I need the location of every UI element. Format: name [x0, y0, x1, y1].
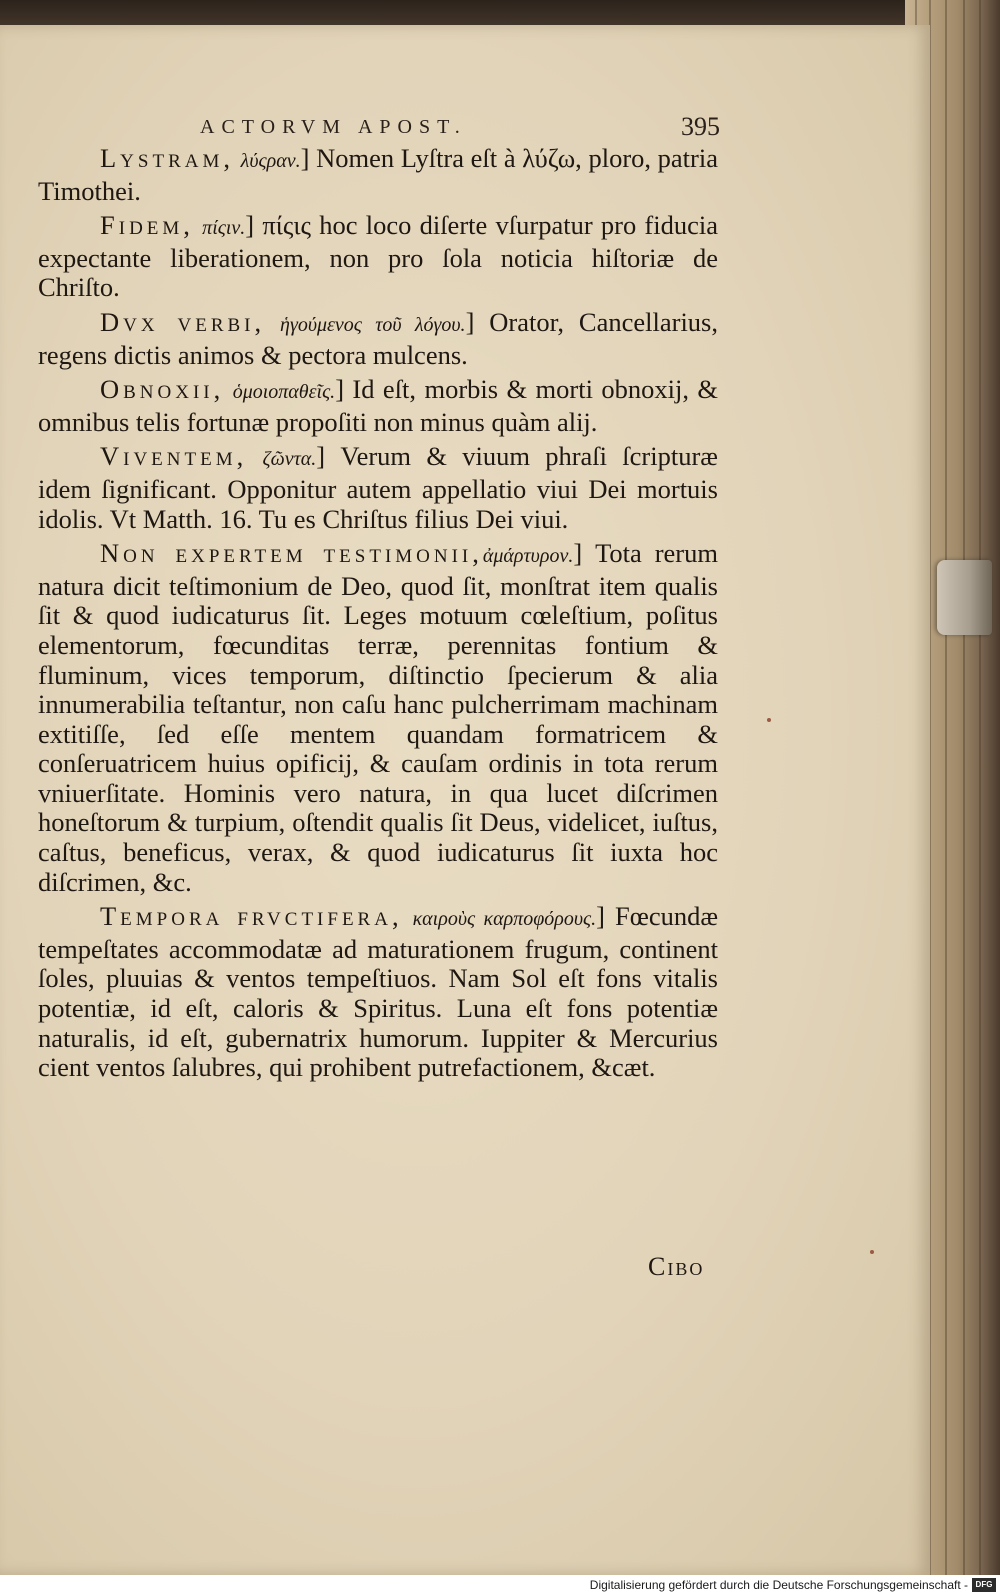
- page-number: 395: [681, 112, 720, 141]
- entry: Obnoxii, ὁμοιοπαθεῖς.] Id eſt, morbis & morti obnoxij, & omnibus telis fortunæ propoſiti non minus quàm alij.: [38, 374, 718, 437]
- entry: Tempora frvctifera, καιροὺς καρποφόρους.] Fœcundæ tempeſtates accommodatæ ad maturationem frugum, continent ſoles, pluuias & ventos tempeſtiuos. Nam Sol eſt fons vitalis potentiæ, id eſt, caloris & Spiritus. Luna eſt fons potentiæ naturalis, id eſt, gubernatrix humorum. Iuppiter & Mercurius cient ventos ſalubres, qui prohibent putrefactionem, &cæt.: [38, 901, 719, 1083]
- entry: Non expertem testimonii,ἀμάρτυρον.] Tota rerum natura dicit teſtimonium de Deo, quod ſit, monſtrat item qualis ſit & quod iudicaturus ſit. Leges motuum cœleſtium, poſitus elementorum, fœcunditas terræ, perennitas fontium & fluminum, vices temporum, diſtinctio ſpecierum & alia innumerabilia teſtantur, non caſu hanc pulcherrimam machinam extitiſſe, ſed eſſe mentem quandam formatricem & conſeruatricem huius opificij, & cauſam ordinis in tota rerum vniuerſitate. Hominis vero natura, in qua lucet diſcrimen honeſtorum & turpium, oſtendit qualis ſit Deus, videlicet, iuſtus, caſtus, beneficus, verax, & quod iudicaturus ſit iuxta hoc diſcrimen, &c.: [38, 538, 718, 897]
- entry: Viventem, ζῶντα.] Verum & viuum phraſi ſcripturæ idem ſignificant. Opponitur autem appellatio viui Dei mortuis idolis. Vt Matth. 16. Tu es Chriſtus filius Dei viui.: [38, 441, 718, 534]
- footer-bar: [0, 1575, 1000, 1596]
- catchword: Cibo: [648, 1252, 705, 1281]
- ink-spot: [767, 718, 771, 722]
- page-clip: [937, 560, 992, 635]
- ink-spot: [870, 1250, 874, 1254]
- entry: Fidem, πίςιν.] πίςις hoc loco diſerte vſurpatur pro fiducia expectante liberationem, non pro ſola noticia hiſtoriæ de Chriſto.: [38, 210, 719, 303]
- running-title: ACTORVM APOST.: [200, 116, 467, 138]
- entry: Lystram, λύςραν.] Nomen Lyſtra eſt à λύζω, ploro, patria Timothei.: [38, 143, 718, 206]
- footer-credit: Digitalisierung gefördert durch die Deutsche Forschungsgemeinschaft -: [589, 1578, 968, 1592]
- commentary-text: [38, 144, 718, 1083]
- dfg-logo: DFG: [972, 1578, 996, 1592]
- entry: Dvx verbi, ἡγούμενος τοῦ λόγου.] Orator, Cancellarius, regens dictis animos & pectora mulcens.: [38, 306, 718, 370]
- page-header: [200, 112, 720, 144]
